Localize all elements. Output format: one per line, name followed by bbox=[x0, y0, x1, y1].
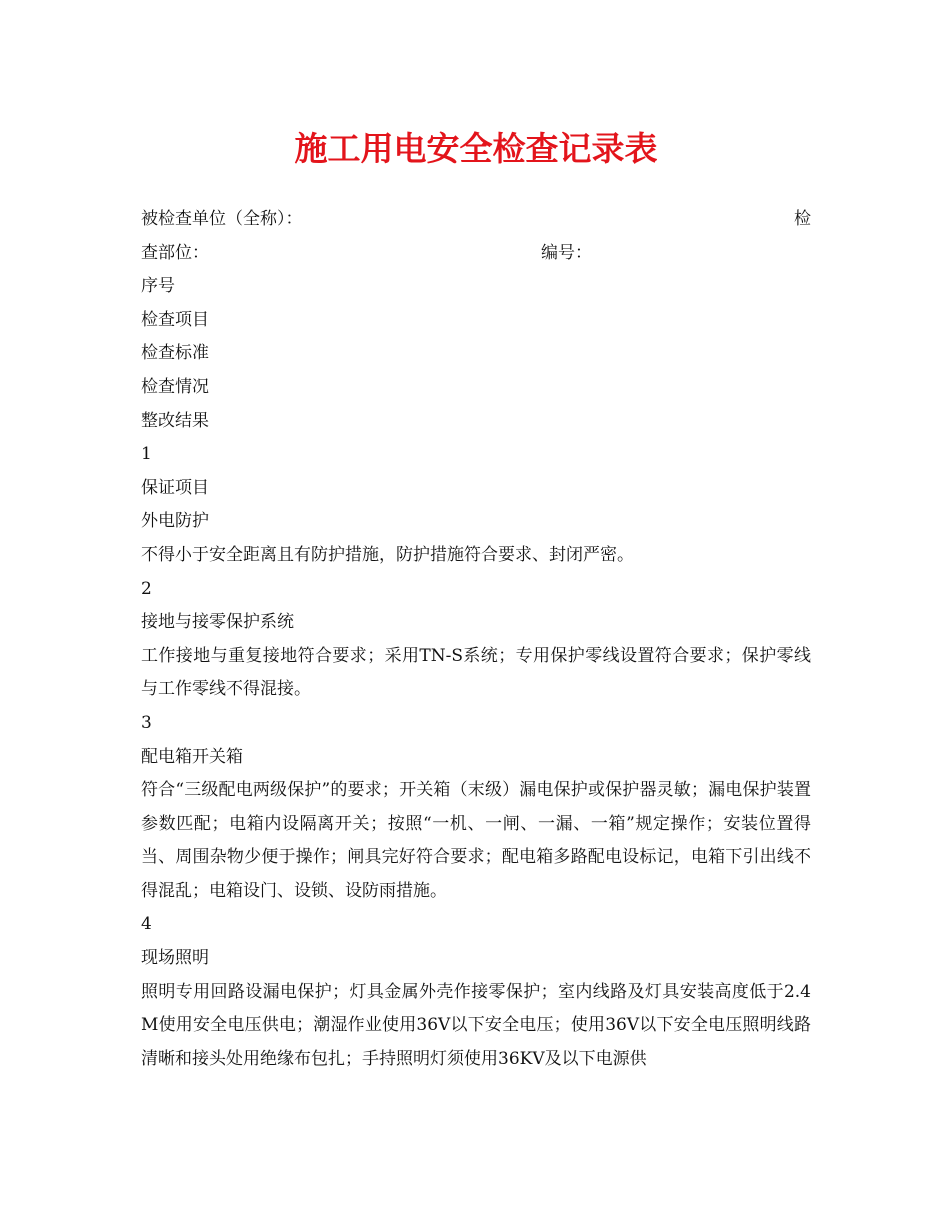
row-3-item: 配电箱开关箱 bbox=[141, 746, 243, 767]
header-unit-line bbox=[141, 203, 811, 237]
document-body bbox=[141, 203, 811, 1076]
row-4-item: 现场照明 bbox=[141, 948, 209, 969]
document-title: 施工用电安全检查记录表 bbox=[294, 129, 658, 168]
row-2-item: 接地与接零保护系统 bbox=[141, 612, 294, 633]
row-2-standard: 工作接地与重复接地符合要求；采用TN-S系统；专用保护零线设置符合要求；保护零线与工作零线不得混接。 bbox=[141, 645, 811, 700]
column-header-item: 检查项目 bbox=[141, 309, 209, 330]
row-4-no: 4 bbox=[141, 914, 152, 935]
row-1-standard: 不得小于安全距离且有防护措施，防护措施符合要求、封闭严密。 bbox=[141, 544, 634, 565]
row-1-no: 1 bbox=[141, 444, 152, 465]
row-2-no: 2 bbox=[141, 578, 152, 599]
unit-label: 被检查单位（全称）： bbox=[141, 209, 303, 229]
number-label: 编号： bbox=[541, 242, 592, 263]
part-label: 查部位： bbox=[141, 242, 209, 263]
row-4-standard: 照明专用回路设漏电保护；灯具金属外壳作接零保护；室内线路及灯具安装高度低于2.4M使用安全电压供电；潮湿作业使用36V以下安全电压；使用36V以下安全电压照明线路清晰和接头处用绝缘布包扎；手持照明灯须使用36KV及以下电源供 bbox=[141, 981, 811, 1069]
row-3-standard: 符合“三级配电两级保护”的要求；开关箱（末级）漏电保护或保护器灵敏；漏电保护装置参数匹配；电箱内设隔离开关；按照“一机、一闸、一漏、一箱”规定操作；安装位置得当、周围杂物少便于操作；闸具完好符合要求；配电箱多路配电设标记，电箱下引出线不得混乱；电箱设门、设锁、设防雨措施。 bbox=[141, 780, 811, 901]
row-1-item: 外电防护 bbox=[141, 511, 209, 532]
column-header-no: 序号 bbox=[141, 276, 175, 297]
row-1-category: 保证项目 bbox=[141, 477, 209, 498]
column-header-standard: 检查标准 bbox=[141, 343, 209, 364]
column-header-status: 检查情况 bbox=[141, 376, 209, 397]
unit-trailing-text: 检 bbox=[794, 209, 811, 229]
column-header-result: 整改结果 bbox=[141, 410, 209, 431]
header-part-line bbox=[141, 237, 811, 271]
row-3-no: 3 bbox=[141, 712, 152, 733]
